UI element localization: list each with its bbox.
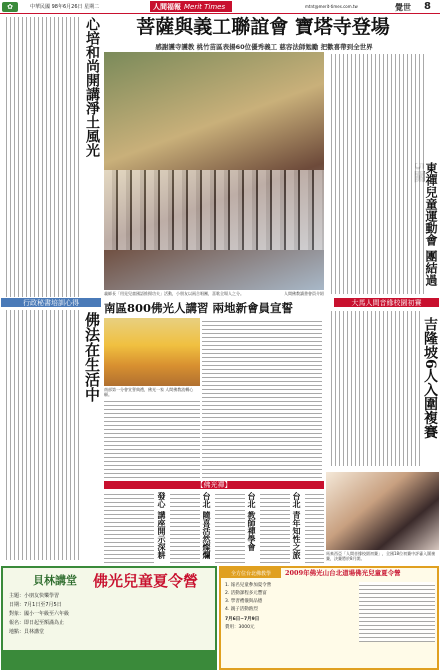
ad-right-row: 2. 活動課程多元豐富 xyxy=(225,591,267,596)
ad-right-header: 全方位台北佛教學 xyxy=(221,568,281,578)
ad-left-row: 主題：小朋友快樂學習 xyxy=(9,593,60,599)
main-headline: 菩薩與義工聯誼會 寶塔寺登場 xyxy=(136,16,390,38)
ad-left-footer xyxy=(3,650,215,668)
right-vertical-title: 東禪兒童運動會 團結過 xyxy=(424,162,438,287)
mid-photo-caption: 南部第一分會宣誓典禮，佛光一家 人間佛教流轉心願。 xyxy=(104,387,194,397)
ad-right-detail xyxy=(359,582,435,642)
left-article-text xyxy=(3,17,79,297)
ad-left-row: 對象：國小一年級至六年級 xyxy=(9,611,70,617)
ad-right-title: 2009年佛光山台北道場佛光兒童夏令營 xyxy=(285,569,401,577)
vcol-title-2: 台北 教師禪學會 xyxy=(247,492,257,551)
main-photo-caption-2: 人間佛教讀書會員介紹 xyxy=(284,291,324,296)
left-vertical-title: 心培和尚開講淨土風光 xyxy=(84,17,100,157)
ad-right-row: 4. 親子活動熱烈 xyxy=(225,607,258,612)
logo-text: 人間福報 xyxy=(153,1,181,11)
left-article-2 xyxy=(1,308,101,563)
vcol-title-4: 台北 青年知性之旅 xyxy=(292,492,302,559)
masthead-logo xyxy=(150,1,232,12)
mid-article-text-2 xyxy=(104,398,200,478)
mid-headline: 南區800佛光人講習 兩地新會員宣誓 xyxy=(104,301,294,315)
left-vertical-title-2: 佛法在生活中 xyxy=(83,312,101,402)
ad-left xyxy=(1,566,217,670)
main-subhead: 感謝護寺護教 桃竹苗區表揚60位優秀義工 慈容法師勉勵 把歡喜帶到全世界 xyxy=(155,43,373,51)
ad-right-row: 1. 報名兒童參加夏令營 xyxy=(225,583,272,588)
ad-left-row: 日期：7月1日至7月5日 xyxy=(9,602,62,608)
logo-en: Merit Times xyxy=(184,2,226,11)
ad-left-org: 貝林講堂 xyxy=(33,574,77,587)
ad-left-rows xyxy=(9,592,209,637)
bottom-text-4 xyxy=(260,491,290,563)
left-article-text-2 xyxy=(3,310,79,560)
ad-right xyxy=(219,566,439,670)
left-article-1 xyxy=(1,15,101,300)
bottom-text-5 xyxy=(305,491,324,563)
right-vertical-title-2: 吉隆坡6人入圍複賽 xyxy=(422,317,438,439)
right-article-text-2 xyxy=(328,311,420,466)
vcol-title-1: 台北 隨喜活然燦爛 xyxy=(202,492,212,559)
section-name: 覺世 xyxy=(395,3,411,12)
ad-left-row: 地點：貝林講堂 xyxy=(9,629,45,635)
chan-banner: 【佛光禪】 xyxy=(104,481,324,489)
bottom-text-1 xyxy=(104,491,154,563)
main-photo-caption: 義師長「用見兒童國語推揚功夫」活動，小朋友以兩合唱團，喜歌全場人之分。 xyxy=(104,291,244,296)
bottom-text-3 xyxy=(215,491,245,563)
right-photo-caption: 馬來西亞「人間音緣校園初賽」，全國18位初賽中評審入圍複賽，決賽將於8月開。 xyxy=(326,551,436,561)
mid-article-text xyxy=(202,318,322,478)
bottom-text-2 xyxy=(170,491,200,563)
right-article-1 xyxy=(326,52,439,297)
flower-icon: ✿ xyxy=(2,2,18,12)
right-article-2 xyxy=(326,309,439,469)
ad-right-rows xyxy=(225,582,355,632)
photo-crowd xyxy=(104,170,324,250)
vcol-title-3: 發心 講座開示深耕 xyxy=(157,492,167,559)
ad-right-row: 3. 學習禮儀與品德 xyxy=(225,599,263,604)
ad-left-title: 佛光兒童夏令營 xyxy=(93,572,199,590)
ad-left-row: 報名：即日起至額滿為止 xyxy=(9,620,65,626)
masthead xyxy=(0,0,440,14)
left-section-label: 行政秘書培訓心得 xyxy=(1,298,101,307)
ad-right-date: 7月6日~7月9日 xyxy=(225,617,260,622)
right-section-label: 大馬人間音緣校園初賽 xyxy=(334,298,439,307)
mid-photo xyxy=(104,318,200,386)
page-number: 8 xyxy=(424,1,431,12)
url-text: mtnt@merit-times.com.tw xyxy=(305,4,358,9)
ad-right-fee: 費用：3000元 xyxy=(225,625,255,630)
right-photo xyxy=(326,472,439,550)
main-photo xyxy=(104,52,324,290)
right-article-text xyxy=(328,54,424,294)
date-text: 中華民國 98年6月26日 星期二 xyxy=(30,4,100,10)
